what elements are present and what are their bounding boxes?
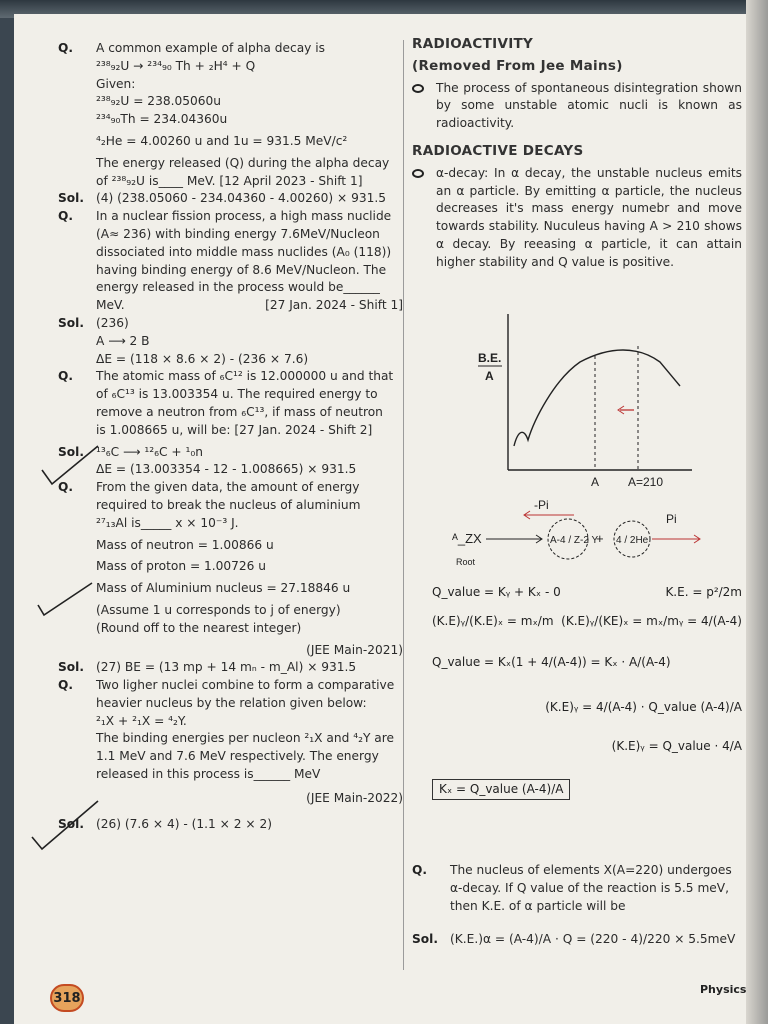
question-6 [412,862,742,949]
solution-label: Sol. [58,816,84,831]
solution-3 [58,444,403,462]
solution-text: (236) [96,315,129,330]
question-text: The nucleus of elements X(A=220) undergoes [450,863,732,877]
question-text: In a nuclear fission process, a high mass nuclide [96,209,392,224]
x-tick-label: A [591,475,600,489]
question-text: A common example of alpha decay is [96,41,326,55]
handwritten-tick-mark [34,575,104,625]
momentum-label: Pi [666,512,677,526]
question-text: (A≈ 236) with binding energy 7.6MeV/Nucleon [96,226,380,241]
question-label: Q. [58,480,73,495]
solution-text: (K.E.)α = (A-4)/A · Q = (220 - 4)/220 × 5.5meV [450,932,736,947]
question-text: The binding energies per nucleon ²₁X and ⁴₂Y are [96,731,395,746]
equation: (K.E)ᵧ/(K.E)ₓ = mₓ/m [432,614,554,628]
question-4 [58,479,403,497]
column-divider [403,40,404,970]
question-label: Q. [58,678,73,693]
question-5 [58,677,403,695]
question-text: α-decay. If Q value of the reaction is 5.5 meV, [450,880,730,895]
exam-reference: [27 Jan. 2024 - Shift 1] [265,298,403,313]
bullet-icon [412,169,424,178]
page-curl-shadow [746,0,768,1024]
question-note: (Assume 1 u corresponds to j of energy) [96,602,341,617]
given-value: Mass of neutron = 1.00866 u [96,537,274,552]
solution-step: ¹³₆C ⟶ ¹²₆C + ¹₀n [96,444,204,459]
equation: Q_value = Kₓ(1 + 4/(A-4)) = Kₓ · A/(A-4) [432,655,671,669]
solution-label: Sol. [58,315,84,330]
definition-text: The process of spontaneous disintegration shown by some unstable atomic nucli is known as radioactivity. [436,80,742,131]
plus-sign: + [596,531,604,546]
bullet-icon [412,84,424,93]
given-value: ⁴₂He = 4.00260 u and 1u = 931.5 MeV/c² [96,133,348,148]
decay-equation: ²³⁸₉₂U → ²³⁴₉₀ Th + ₂H⁴ + Q [96,58,256,73]
solution-2 [58,315,403,333]
right-column [412,28,742,272]
y-axis-label: B.E. [478,351,502,365]
handwritten-tick-mark [28,795,108,855]
boxed-result: Kₓ = Q_value (A-4)/A [432,779,570,800]
question-2 [58,208,403,226]
question-label: Q. [58,209,73,224]
question-equation: ²₁X + ²₁X = ⁴₂Y. [96,713,187,728]
equation: (K.E)ᵧ = 4/(A-4) · Q_value (A-4)/A [545,700,742,714]
question-label: Q. [58,369,73,384]
question-text: The atomic mass of ₆C¹² is 12.000000 u and that [96,369,394,384]
question-text: of ₆C¹³ is 13.003354 u. The required energy to [96,387,378,402]
solution-text: (27) BE = (13 mp + 14 mₙ - m_Al) × 931.5 [96,660,357,675]
solution-step: ΔE = (118 × 8.6 × 2) - (236 × 7.6) [96,351,309,366]
question-text: having binding energy of 8.6 MeV/Nucleon. The [96,262,387,277]
handwritten-tick-mark [38,440,108,490]
question-text: then K.E. of α particle will be [450,898,626,913]
given-value: Mass of proton = 1.00726 u [96,559,267,574]
solution-5 [58,816,403,834]
bullet-alpha-decay [412,165,742,272]
question-text: is 1.008665 u, will be: [27 Jan. 2024 - Shift 2] [96,422,373,437]
question-text: energy released in the process would be______ [96,280,380,295]
solution-label: Sol. [58,660,84,675]
equation-block [432,584,742,800]
y-axis-label: A [485,369,494,383]
question-3 [58,368,403,386]
question-text: remove a neutron from ₆C¹³, if mass of neutron [96,404,383,419]
question-label: Q. [58,41,73,55]
given-value: Mass of Aluminium nucleus = 27.18846 u [96,581,351,596]
question-label: Q. [412,863,427,877]
equation: (K.E)ᵧ/(KE)ₓ = mₓ/mᵧ = 4/(A-4) [561,614,742,628]
solution-label: Sol. [58,444,84,459]
question-text: ²⁷₁₃Al is_____ x × 10⁻³ J. [96,515,239,530]
question-text: required to break the nucleus of aluminium [96,497,361,512]
momentum-label: -Pi [534,498,549,512]
solution-6 [412,931,742,949]
question-text: dissociated into middle mass nuclides (A₀ (118)) [96,244,392,259]
question-text: released in this process is______ MeV [96,767,321,782]
solution-step: ΔE = (13.003354 - 12 - 1.008665) × 931.5 [96,462,357,477]
section-heading: RADIOACTIVE DECAYS [412,142,584,159]
solution-label: Sol. [412,932,438,947]
question-text: MeV. [96,298,125,313]
section-subheading: (Removed From Jee Mains) [412,57,623,74]
exam-reference: (JEE Main-2021) [306,642,403,657]
bullet-radioactivity [412,80,742,133]
solution-text: (4) (238.05060 - 234.04360 - 4.00260) × 931.5 [96,191,387,206]
question-text: of ²³⁸₉₂U is____ MeV. [12 April 2023 - Shift 1] [96,173,363,188]
parent-nucleus: ᴬ_ZX [452,531,482,546]
given-value: ²³⁴₉₀Th = 234.04360u [96,112,228,127]
equation: Q_value = Kᵧ + Kₓ - 0 [432,585,561,599]
binding-energy-graph [470,310,700,490]
equation: K.E. = p²/2m [665,585,742,599]
question-text: The energy released (Q) during the alpha decay [96,155,390,170]
question-note: (Round off to the nearest integer) [96,620,302,635]
rest-label: Root [456,557,476,567]
section-heading: RADIOACTIVITY [412,36,534,52]
daughter-nucleus: A-4 / Z-2 Y [550,535,599,546]
equation: (K.E)ᵧ = Q_value · 4/A [611,739,742,753]
solution-4 [58,659,403,677]
solution-label: Sol. [58,191,84,206]
solution-text: (26) (7.6 × 4) - (1.1 × 2 × 2) [96,816,272,831]
exam-reference: (JEE Main-2022) [306,790,403,805]
x-tick-label: A=210 [628,475,664,489]
alpha-particle: 4 / 2He [616,535,649,546]
question-text: From the given data, the amount of energy [96,480,360,495]
question-text: Two ligher nuclei combine to form a comparative [96,678,395,693]
solution-step: A ⟶ 2 B [96,333,150,348]
given-label: Given: [96,76,136,91]
page-number: 318 [50,984,84,1012]
binding-energy-curve [514,350,680,446]
question-text: heavier nucleus by the relation given below: [96,695,367,710]
definition-text: α-decay: In α decay, the unstable nucleus emits an α particle. By emitting α particle, the nucleus decreases it's mass energy numebr and move towards stability. Nuculeus having A > 210 shows α decay. By reeasing α particle, it can attain higher stability and Q value is positive. [436,165,742,269]
question-1 [58,40,403,58]
alpha-decay-diagram [450,495,710,575]
question-text: 1.1 MeV and 7.6 MeV respectively. The energy [96,749,379,764]
solution-1 [58,190,403,208]
left-column [58,28,403,833]
subject-label: Physics [700,983,747,996]
given-value: ²³⁸₉₂U = 238.05060u [96,94,221,109]
